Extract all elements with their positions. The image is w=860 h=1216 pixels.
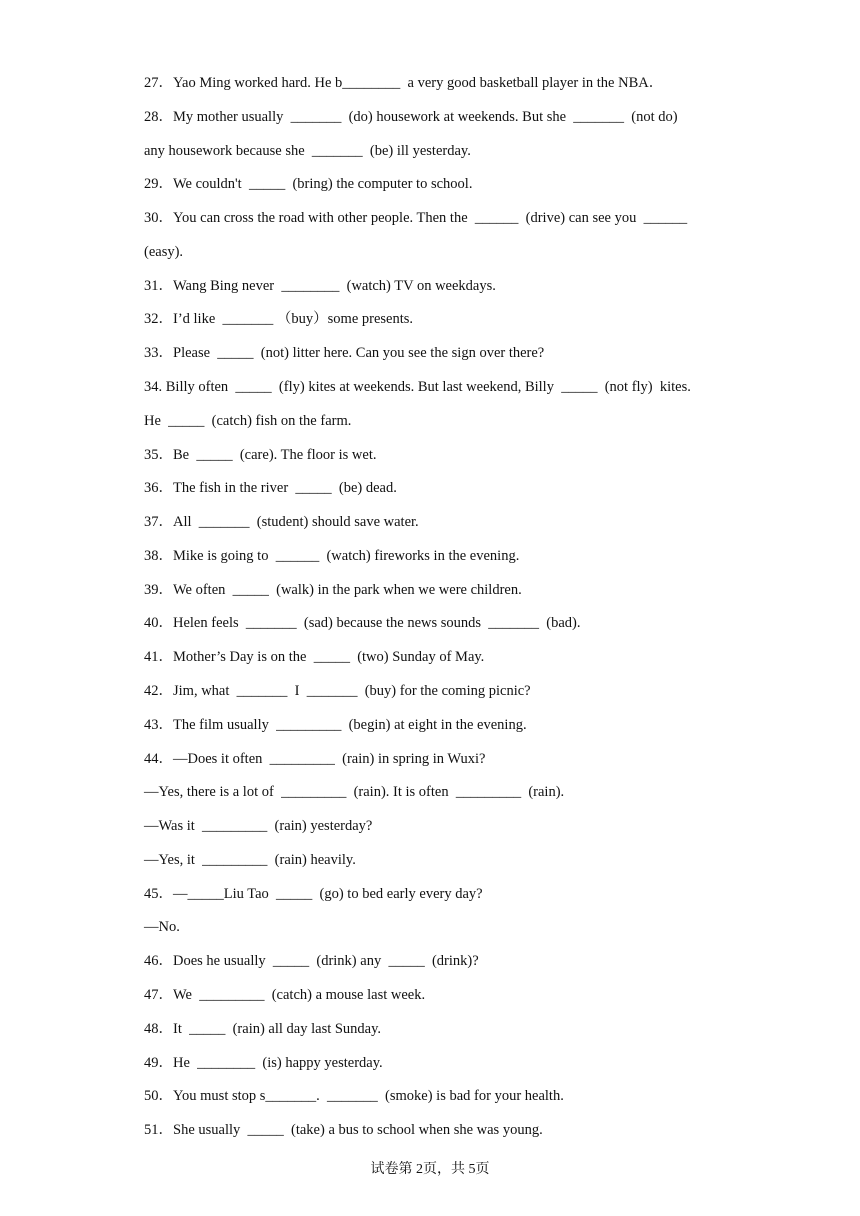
question-29: 29．We couldn't _____ (bring) the computer to school. <box>144 176 473 192</box>
question-37: 37．All _______ (student) should save water. <box>144 514 419 530</box>
question-31: 31．Wang Bing never ________ (watch) TV on weekdays. <box>144 278 496 294</box>
question-44-line-2: —Yes, there is a lot of _________ (rain). It is often _________ (rain). <box>144 784 565 800</box>
question-35: 35．Be _____ (care). The floor is wet. <box>144 447 377 463</box>
question-27: 27．Yao Ming worked hard. He b________ a very good basketball player in the NBA． <box>144 75 664 91</box>
question-46: 46．Does he usually _____ (drink) any _____ (drink)? <box>144 953 479 969</box>
question-28: 28．My mother usually _______ (do) housework at weekends. But she _______ (not do) <box>144 109 678 125</box>
question-30: 30．You can cross the road with other people. Then the ______ (drive) can see you ______ <box>144 210 688 226</box>
question-43: 43．The film usually _________ (begin) at eight in the evening. <box>144 717 527 733</box>
question-44-line-4: —Yes, it _________ (rain) heavily. <box>144 852 356 868</box>
question-44: 44．—Does it often _________ (rain) in spring in Wuxi? <box>144 751 486 767</box>
question-32: 32．I’d like _______ （buy）some presents. <box>144 311 414 327</box>
question-34: 34. Billy often _____ (fly) kites at weekends. But last weekend, Billy _____ (not fly) kites. <box>144 379 691 395</box>
question-40: 40．Helen feels _______ (sad) because the news sounds _______ (bad). <box>144 615 581 631</box>
question-28-cont: any housework because she _______ (be) ill yesterday. <box>144 143 471 159</box>
page-footer: 试卷第 2页，共 5页 <box>370 1162 490 1177</box>
question-34-cont: He _____ (catch) fish on the farm. <box>144 413 352 429</box>
question-41: 41．Mother’s Day is on the _____ (two) Sunday of May. <box>144 649 485 665</box>
question-51: 51．She usually _____ (take) a bus to school when she was young. <box>144 1122 543 1138</box>
question-30-cont: (easy). <box>144 244 184 260</box>
question-39: 39．We often _____ (walk) in the park when we were children. <box>144 582 522 598</box>
question-47: 47．We _________ (catch) a mouse last week. <box>144 987 426 1003</box>
question-50: 50．You must stop s_______. _______ (smoke) is bad for your health. <box>144 1088 564 1104</box>
question-42: 42．Jim, what _______ I _______ (buy) for the coming picnic? <box>144 683 531 699</box>
question-44-line-3: —Was it _________ (rain) yesterday? <box>144 818 373 834</box>
question-45: 45．—_____Liu Tao _____ (go) to bed early every day? <box>144 886 483 902</box>
question-33: 33．Please _____ (not) litter here. Can you see the sign over there? <box>144 345 545 361</box>
question-48: 48．It _____ (rain) all day last Sunday. <box>144 1021 382 1037</box>
question-49: 49．He ________ (is) happy yesterday. <box>144 1055 383 1071</box>
question-38: 38．Mike is going to ______ (watch) fireworks in the evening. <box>144 548 520 564</box>
question-45-answer: —No. <box>144 919 180 935</box>
question-36: 36．The fish in the river _____ (be) dead. <box>144 480 397 496</box>
